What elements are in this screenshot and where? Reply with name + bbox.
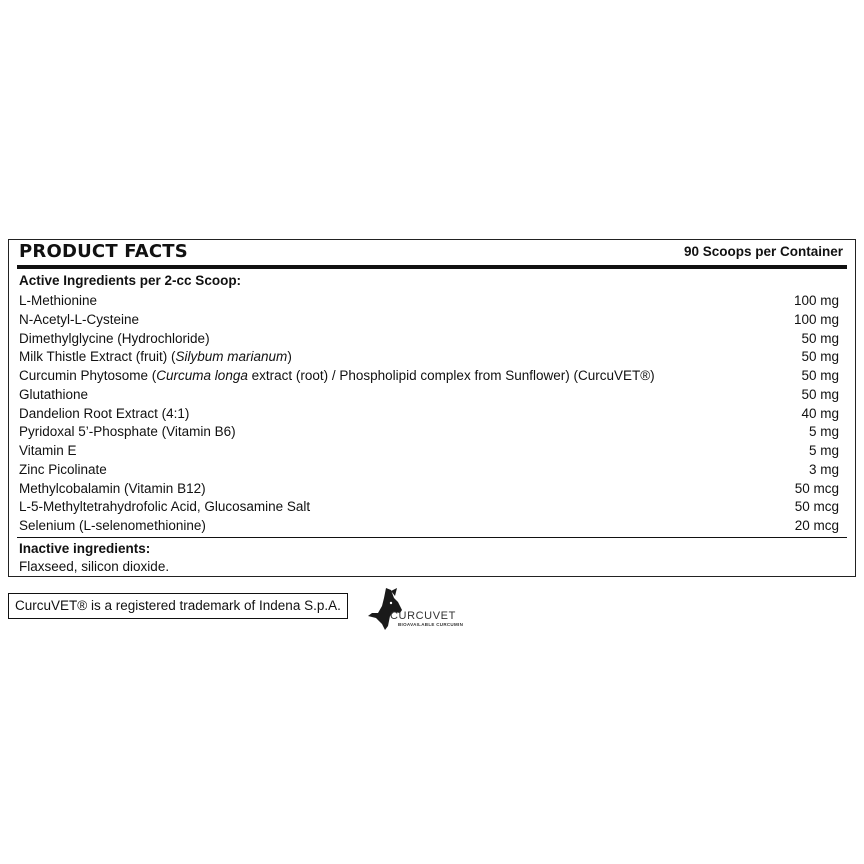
ingredient-row [19, 461, 839, 480]
ingredient-row [19, 405, 839, 424]
product-facts-panel [8, 239, 856, 577]
ingredient-name [19, 348, 292, 367]
ingredient-row [19, 367, 839, 386]
ingredient-name: L-5-Methyltetrahydrofolic Acid, Glucosamine Salt [19, 499, 311, 515]
ingredient-name: N-Acetyl-L-Cysteine [19, 311, 140, 327]
ingredient-row [19, 292, 839, 311]
ingredient-amount: 50 mg [801, 368, 839, 383]
ingredient-amount: 50 mg [801, 330, 839, 346]
logo-tagline: BIOAVAILABLE CURCUMIN [398, 622, 464, 627]
ingredient-name [19, 367, 655, 386]
ingredient-amount: 20 mcg [794, 518, 839, 533]
ingredient-amount: 100 mg [793, 311, 839, 327]
ingredient-amount: 50 mcg [794, 499, 839, 515]
ingredient-name: Pyridoxal 5’-Phosphate (Vitamin B6) [19, 424, 236, 440]
ingredient-amount: 50 mcg [794, 480, 839, 496]
ingredient-name: Vitamin E [19, 443, 77, 458]
ingredient-name-segment: Milk Thistle Extract (fruit) ( [19, 349, 176, 365]
ingredient-name: L-Methionine [19, 293, 98, 308]
ingredient-amount: 50 mg [801, 386, 839, 402]
ingredient-name-segment: ) [287, 349, 292, 365]
ingredient-row [19, 386, 839, 405]
ingredients-divider [17, 537, 847, 538]
curcuvet-logo [364, 586, 494, 632]
ingredient-row [19, 442, 839, 461]
logo-wordmark: CURCUVET [390, 610, 456, 622]
ingredient-name: Glutathione [19, 386, 89, 402]
ingredient-botanical-name: Silybum marianum [175, 349, 288, 365]
ingredient-amount: 5 mg [808, 424, 839, 440]
ingredient-botanical-name: Curcuma longa [156, 368, 248, 383]
ingredient-row [19, 498, 839, 517]
ingredient-row [19, 330, 839, 349]
inactive-ingredients-heading: Inactive ingredients: [19, 541, 151, 556]
ingredient-row [19, 480, 839, 499]
ingredient-name: Dandelion Root Extract (4:1) [19, 405, 190, 421]
trademark-notice: CurcuVET® is a registered trademark of Indena S.p.A. [8, 593, 348, 619]
ingredient-row [19, 423, 839, 442]
active-ingredients-heading: Active Ingredients per 2-cc Scoop: [19, 273, 242, 288]
facts-title: PRODUCT FACTS [19, 241, 188, 262]
inactive-ingredients-text: Flaxseed, silicon dioxide. [19, 559, 170, 574]
ingredient-amount: 40 mg [801, 405, 839, 421]
ingredient-name-segment: extract (root) / Phospholipid complex from Sunflower) (CurcuVET®) [247, 368, 655, 383]
ingredient-name: Dimethylglycine (Hydrochloride) [19, 330, 210, 346]
ingredient-row [19, 517, 839, 536]
ingredient-amount: 5 mg [808, 443, 839, 458]
header-thick-divider [17, 265, 847, 269]
ingredient-amount: 3 mg [808, 461, 839, 477]
servings-per-container: 90 Scoops per Container [683, 244, 843, 259]
ingredient-name: Selenium (L-selenomethionine) [19, 518, 206, 533]
ingredient-row [19, 348, 839, 367]
ingredient-name: Zinc Picolinate [19, 461, 107, 477]
ingredient-amount: 50 mg [801, 349, 839, 365]
ingredient-name: Methylcobalamin (Vitamin B12) [19, 480, 206, 496]
ingredient-amount: 100 mg [793, 293, 839, 308]
facts-header [19, 240, 843, 265]
ingredient-name-segment: Curcumin Phytosome ( [19, 368, 157, 383]
ingredient-list [19, 292, 839, 536]
ingredient-row [19, 311, 839, 330]
